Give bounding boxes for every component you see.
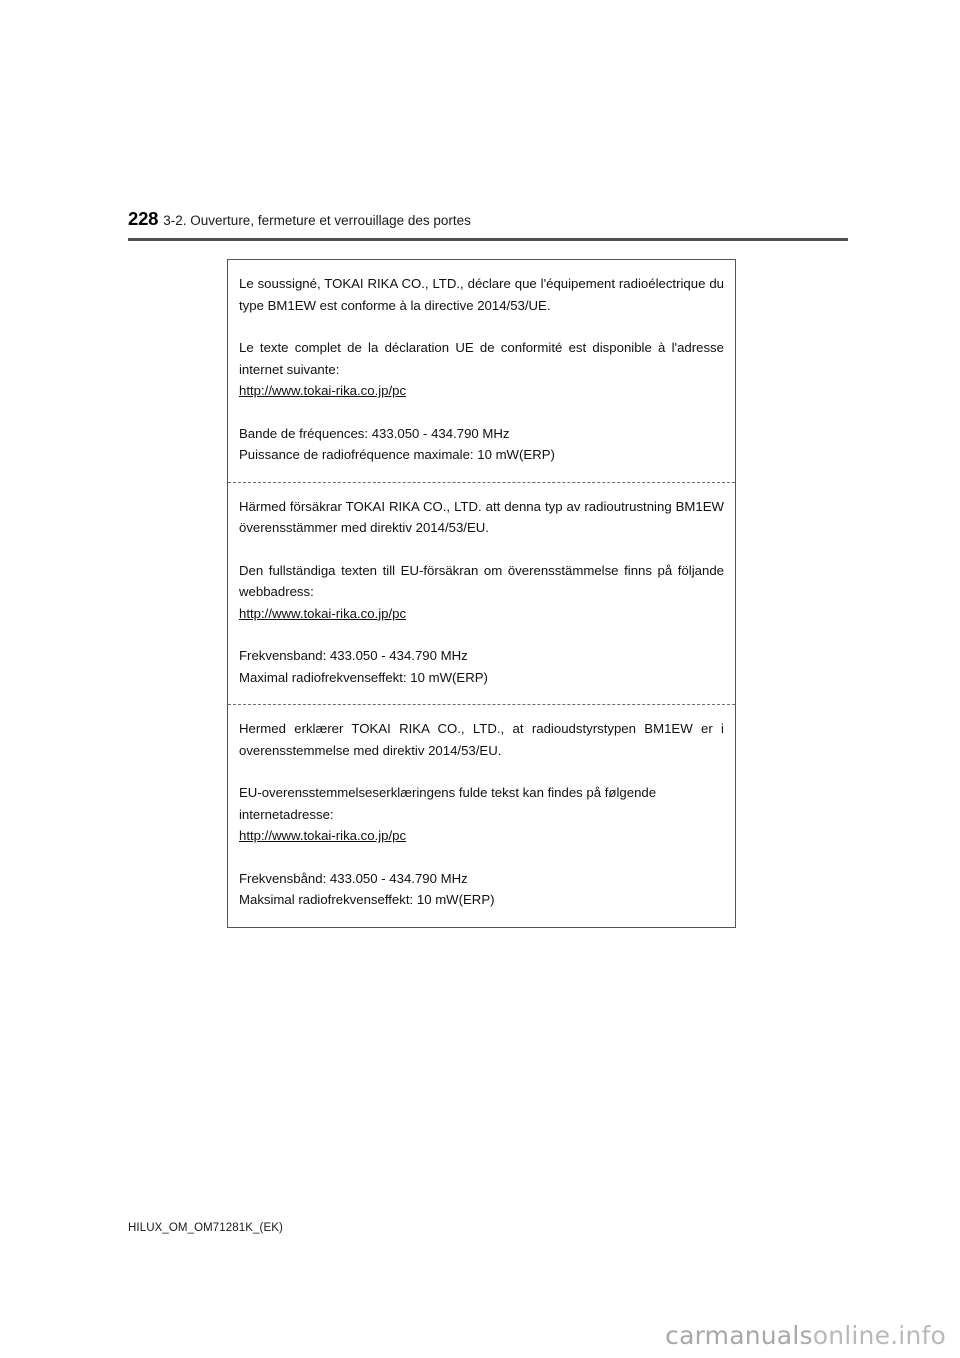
- max-power: Puissance de radiofréquence maximale: 10 mW(ERP): [239, 447, 555, 462]
- paragraph-gap: [239, 316, 724, 337]
- declaration-section-fr: [228, 260, 735, 482]
- page-number: 228: [128, 208, 159, 229]
- header-divider: [128, 238, 848, 241]
- declaration-url-link[interactable]: http://www.tokai-rika.co.jp/pc: [239, 605, 407, 621]
- declaration-url[interactable]: [239, 825, 724, 847]
- site-watermark: [665, 1321, 946, 1350]
- max-power: Maximal radiofrekvenseffekt: 10 mW(ERP): [239, 669, 488, 685]
- declaration-block: [227, 259, 736, 928]
- declaration-section-sv: [228, 482, 735, 705]
- watermark-bold: carmanuals: [665, 1321, 813, 1350]
- declaration-text-intro: Den fullständiga texten till EU-försäkran om överensstämmelse finns på följande webbadress:: [239, 562, 724, 599]
- paragraph-gap: [239, 539, 724, 560]
- page-title: 3-2. Ouverture, fermeture et verrouillage des portes: [163, 213, 471, 228]
- declaration-statement: Hermed erklærer TOKAI RIKA CO., LTD., at radioudstyrstypen BM1EW er i overensstemmelse med direktiv 2014/53/EU.: [239, 721, 724, 758]
- paragraph-gap: [239, 402, 724, 423]
- paragraph-gap: [239, 761, 724, 782]
- paragraph-gap: [239, 624, 724, 645]
- paragraph-gap: [239, 847, 724, 868]
- declaration-text-intro: EU-overensstemmelseserklæringens fulde tekst kan findes på følgende internetadresse:: [239, 785, 657, 822]
- declaration-url[interactable]: [239, 603, 724, 625]
- declaration-statement: Le soussigné, TOKAI RIKA CO., LTD., déclare que l'équipement radioélectrique du type BM1EW est conforme à la directive 2014/53/UE.: [239, 276, 724, 313]
- declaration-text-intro: Le texte complet de la déclaration UE de conformité est disponible à l'adresse internet suivante:: [239, 340, 724, 377]
- footer-document-code: HILUX_OM_OM71281K_(EK): [128, 1222, 283, 1234]
- page-header: [128, 208, 848, 230]
- declaration-section-da: [228, 704, 735, 927]
- watermark-rest: online.info: [812, 1321, 946, 1350]
- frequency-band: Bande de fréquences: 433.050 - 434.790 MHz: [239, 425, 510, 441]
- frequency-band: Frekvensbånd: 433.050 - 434.790 MHz: [239, 870, 468, 886]
- declaration-url[interactable]: [239, 380, 724, 402]
- max-power: Maksimal radiofrekvenseffekt: 10 mW(ERP): [239, 892, 495, 907]
- frequency-band: Frekvensband: 433.050 - 434.790 MHz: [239, 648, 468, 663]
- declaration-url-link[interactable]: http://www.tokai-rika.co.jp/pc: [239, 828, 407, 843]
- declaration-url-link[interactable]: http://www.tokai-rika.co.jp/pc: [239, 383, 407, 398]
- declaration-statement: Härmed försäkrar TOKAI RIKA CO., LTD. att denna typ av radioutrustning BM1EW överensstämmer med direktiv 2014/53/EU.: [239, 498, 724, 535]
